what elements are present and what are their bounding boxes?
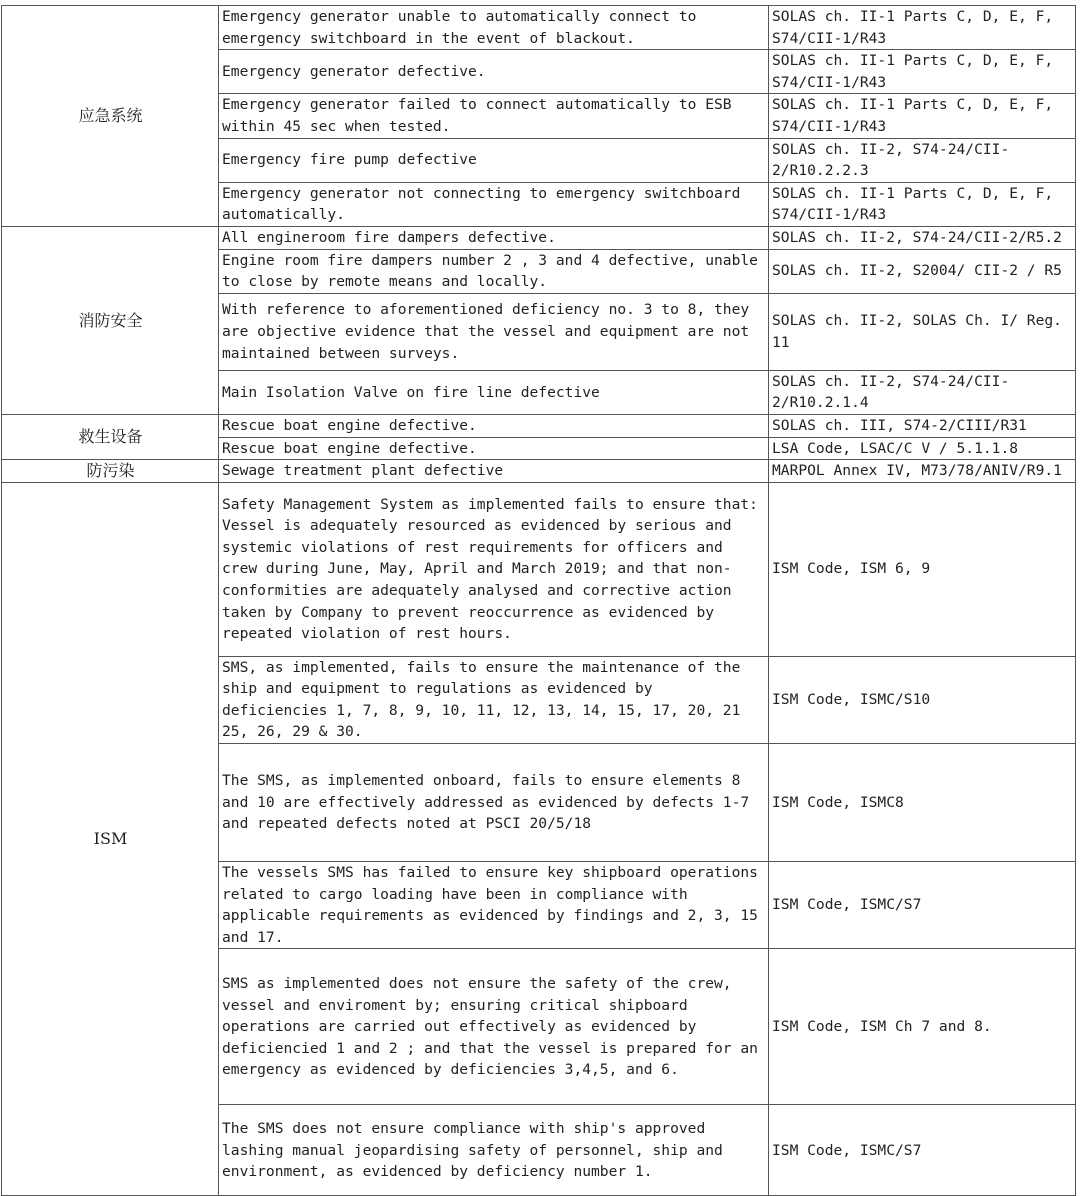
deficiency-description: Sewage treatment plant defective xyxy=(219,460,769,483)
deficiency-description: With reference to aforementioned deficiency no. 3 to 8, they are objective evidence that the vessel and equipment are not maintained between surveys. xyxy=(219,293,769,370)
deficiency-description: SMS as implemented does not ensure the safety of the crew, vessel and enviroment by; ensuring critical shipboard operations are carried out effectively as evidenced by deficiencied 1 and 2 ; and that the vessel is prepared for an emergency as evidenced by deficiencies 3,4,5, and 6. xyxy=(219,949,769,1105)
regulation-reference: ISM Code, ISM 6, 9 xyxy=(769,482,1076,656)
deficiency-description: SMS, as implemented, fails to ensure the maintenance of the ship and equipment to regulations as evidenced by deficiencies 1, 7, 8, 9, 10, 11, 12, 13, 14, 15, 17, 20, 21 25, 26, 29 & 30. xyxy=(219,656,769,743)
regulation-reference: ISM Code, ISMC/S10 xyxy=(769,656,1076,743)
deficiency-description: Rescue boat engine defective. xyxy=(219,414,769,437)
deficiency-description: Safety Management System as implemented fails to ensure that: Vessel is adequately resourced as evidenced by serious and systemic violations of rest requirements for officers and crew during June, May, April and March 2019; and that non-conformities are adequately analysed and corrective action taken by Company to prevent reoccurrence as evidenced by repeated violation of rest hours. xyxy=(219,482,769,656)
deficiency-description: The SMS does not ensure compliance with ship's approved lashing manual jeopardising safety of personnel, ship and environment, as evidenced by deficiency number 1. xyxy=(219,1105,769,1196)
deficiency-description: Engine room fire dampers number 2 , 3 and 4 defective, unable to close by remote means and locally. xyxy=(219,249,769,293)
table-row xyxy=(2,226,1076,249)
regulation-reference: SOLAS ch. II-1 Parts C, D, E, F, S74/CII-1/R43 xyxy=(769,50,1076,94)
deficiency-table xyxy=(1,5,1076,1196)
deficiency-description: All engineroom fire dampers defective. xyxy=(219,226,769,249)
category-cell: ISM xyxy=(2,482,219,1196)
deficiency-description: The vessels SMS has failed to ensure key shipboard operations related to cargo loading have been in compliance with applicable requirements as evidenced by findings and 2, 3, 15 and 17. xyxy=(219,862,769,949)
deficiency-description: Emergency fire pump defective xyxy=(219,138,769,182)
regulation-reference: SOLAS ch. II-1 Parts C, D, E, F, S74/CII-1/R43 xyxy=(769,6,1076,50)
table-row xyxy=(2,482,1076,656)
table-row xyxy=(2,6,1076,50)
deficiency-description: Emergency generator unable to automatically connect to emergency switchboard in the event of blackout. xyxy=(219,6,769,50)
category-cell: 救生设备 xyxy=(2,414,219,459)
regulation-reference: ISM Code, ISM Ch 7 and 8. xyxy=(769,949,1076,1105)
regulation-reference: ISM Code, ISMC/S7 xyxy=(769,1105,1076,1196)
regulation-reference: SOLAS ch. II-2, S74-24/CII-2/R5.2 xyxy=(769,226,1076,249)
deficiency-description: Emergency generator failed to connect automatically to ESB within 45 sec when tested. xyxy=(219,94,769,138)
regulation-reference: SOLAS ch. II-2, S74-24/CII-2/R10.2.2.3 xyxy=(769,138,1076,182)
regulation-reference: LSA Code, LSAC/C V / 5.1.1.8 xyxy=(769,437,1076,460)
deficiency-description: Rescue boat engine defective. xyxy=(219,437,769,460)
regulation-reference: SOLAS ch. II-2, S2004/ CII-2 / R5 xyxy=(769,249,1076,293)
regulation-reference: ISM Code, ISMC8 xyxy=(769,744,1076,862)
regulation-reference: SOLAS ch. II-2, SOLAS Ch. I/ Reg. 11 xyxy=(769,293,1076,370)
regulation-reference: SOLAS ch. III, S74-2/CIII/R31 xyxy=(769,414,1076,437)
category-cell: 防污染 xyxy=(2,460,219,483)
regulation-reference: SOLAS ch. II-1 Parts C, D, E, F, S74/CII-1/R43 xyxy=(769,182,1076,226)
deficiency-description: Emergency generator not connecting to emergency switchboard automatically. xyxy=(219,182,769,226)
deficiency-description: Emergency generator defective. xyxy=(219,50,769,94)
regulation-reference: ISM Code, ISMC/S7 xyxy=(769,862,1076,949)
category-cell: 应急系统 xyxy=(2,6,219,227)
category-cell: 消防安全 xyxy=(2,226,219,414)
regulation-reference: SOLAS ch. II-1 Parts C, D, E, F, S74/CII-1/R43 xyxy=(769,94,1076,138)
table-row xyxy=(2,460,1076,483)
deficiency-description: Main Isolation Valve on fire line defective xyxy=(219,370,769,414)
regulation-reference: SOLAS ch. II-2, S74-24/CII-2/R10.2.1.4 xyxy=(769,370,1076,414)
regulation-reference: MARPOL Annex IV, M73/78/ANIV/R9.1 xyxy=(769,460,1076,483)
table-row xyxy=(2,414,1076,437)
deficiency-description: The SMS, as implemented onboard, fails to ensure elements 8 and 10 are effectively addressed as evidenced by defects 1-7 and repeated defects noted at PSCI 20/5/18 xyxy=(219,744,769,862)
